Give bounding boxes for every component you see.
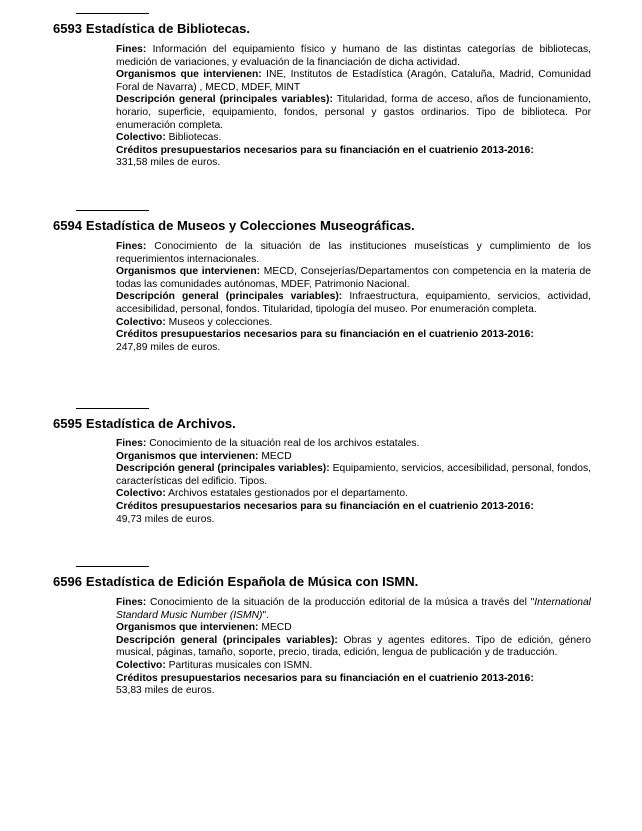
creditos-paragraph: [116, 329, 591, 342]
organismos-label: Organismos que intervienen:: [116, 622, 259, 634]
descripcion-paragraph: [116, 463, 591, 488]
colectivo-label: Colectivo:: [116, 488, 166, 500]
creditos-label: Créditos presupuestarios necesarios para su financiación en el cuatrienio 2013-2016:: [116, 329, 534, 341]
fines-paragraph: [116, 241, 591, 266]
colectivo-text: Museos y colecciones.: [168, 316, 273, 328]
section-divider: [76, 566, 149, 567]
organismos-text: MECD: [261, 622, 292, 634]
descripcion-paragraph: [116, 94, 591, 132]
organismos-label: Organismos que intervienen:: [116, 450, 259, 462]
descripcion-label: Descripción general (principales variables):: [116, 634, 338, 646]
descripcion-text: Obras y agentes editores. Tipo de edición, género musical, páginas, tamaño, soporte, precio, tirada, edición, lengua de publicación y de traducción.: [116, 634, 591, 659]
creditos-value: 331,58 miles de euros.: [116, 157, 221, 169]
colectivo-paragraph: [116, 317, 591, 330]
entry-code: 6594: [53, 218, 82, 233]
colectivo-paragraph: [116, 660, 591, 673]
section-divider: [76, 13, 149, 14]
colectivo-text: Bibliotecas.: [168, 132, 222, 144]
entry-code: 6595: [53, 416, 82, 431]
descripcion-text: Infraestructura, equipamiento, servicios, actividad, accesibilidad, personal, fondos. Titularidad, tipología del museo. Por enumeración completa.: [116, 291, 591, 315]
creditos-paragraph: [116, 501, 591, 514]
colectivo-label: Colectivo:: [116, 316, 166, 328]
fines-text-pre: Conocimiento de la situación de la producción editorial de la música a través del ": [150, 597, 535, 608]
creditos-paragraph: [116, 673, 591, 686]
organismos-text: MECD: [261, 450, 292, 462]
entry-heading: [53, 218, 613, 234]
descripcion-paragraph: [116, 291, 591, 316]
creditos-value: 247,89 miles de euros.: [116, 341, 221, 353]
creditos-label: Créditos presupuestarios necesarios para su financiación en el cuatrienio 2013-2016:: [116, 144, 534, 156]
creditos-value: 49,73 miles de euros.: [116, 513, 215, 525]
section-divider: [76, 210, 149, 211]
creditos-label: Créditos presupuestarios necesarios para su financiación en el cuatrienio 2013-2016:: [116, 672, 534, 684]
colectivo-paragraph: [116, 488, 591, 501]
colectivo-text: Partituras musicales con ISMN.: [168, 659, 313, 671]
descripcion-text: Titularidad, forma de acceso, años de funcionamiento, horario, superficie, equipamiento, fondos, personal y gastos ordinarios. Tipo de biblioteca. Por enumeración completa.: [116, 94, 591, 131]
fines-paragraph: [116, 438, 591, 451]
entry-title: Estadística de Museos y Colecciones Museográficas.: [85, 218, 415, 233]
descripcion-label: Descripción general (principales variables):: [116, 94, 333, 106]
entry-title: Estadística de Edición Española de Música con ISMN.: [85, 574, 419, 589]
organismos-paragraph: [116, 69, 591, 94]
organismos-text: INE, Institutos de Estadística (Aragón, Cataluña, Madrid, Comunidad Foral de Navarra) , MECD, MDEF, MINT: [116, 69, 591, 93]
creditos-value: 53,83 miles de euros.: [116, 685, 215, 697]
fines-text-post: ".: [262, 609, 270, 621]
colectivo-paragraph: [116, 132, 591, 145]
colectivo-label: Colectivo:: [116, 659, 166, 671]
fines-text: Conocimiento de la situación de las instituciones museísticas y cumplimiento de los requerimientos internacionales.: [116, 241, 591, 265]
section-divider: [76, 408, 149, 409]
fines-label: Fines:: [116, 241, 147, 252]
fines-paragraph: [116, 44, 591, 69]
descripcion-paragraph: [116, 635, 591, 660]
entry-body: [116, 241, 591, 354]
colectivo-text: Archivos estatales gestionados por el departamento.: [168, 488, 408, 500]
entry-body: [116, 597, 591, 698]
organismos-label: Organismos que intervienen:: [116, 69, 262, 81]
descripcion-text: Equipamiento, servicios, accesibilidad, personal, fondos, características del edificio. Tipos.: [116, 463, 591, 487]
creditos-paragraph: [116, 145, 591, 158]
entry-code: 6593: [53, 21, 82, 36]
entry-body: [116, 44, 591, 170]
descripcion-label: Descripción general (principales variables):: [116, 463, 330, 475]
colectivo-label: Colectivo:: [116, 132, 166, 144]
entry-code: 6596: [53, 574, 82, 589]
fines-label: Fines:: [116, 597, 147, 608]
entry-heading: [53, 574, 613, 590]
entry-title: Estadística de Archivos.: [85, 416, 236, 431]
organismos-paragraph: [116, 266, 591, 291]
fines-paragraph: [116, 597, 591, 622]
organismos-paragraph: [116, 622, 591, 635]
organismos-text: MECD, Consejerías/Departamentos con competencia en la materia de todas las comunidades autónomas, MDEF, Patrimonio Nacional.: [116, 266, 591, 290]
fines-text: Información del equipamiento físico y humano de las distintas categorías de bibliotecas, medición de variaciones, y evaluación de la financiación de dicha actividad.: [116, 44, 591, 68]
organismos-paragraph: [116, 451, 591, 464]
organismos-label: Organismos que intervienen:: [116, 266, 261, 278]
entry-heading: [53, 416, 613, 432]
fines-label: Fines:: [116, 438, 147, 449]
descripcion-label: Descripción general (principales variables):: [116, 291, 343, 303]
entry-title: Estadística de Bibliotecas.: [85, 21, 250, 36]
creditos-label: Créditos presupuestarios necesarios para su financiación en el cuatrienio 2013-2016:: [116, 500, 534, 512]
entry-body: [116, 438, 591, 526]
entry-heading: [53, 21, 613, 37]
fines-text: Conocimiento de la situación real de los archivos estatales.: [149, 438, 420, 449]
fines-label: Fines:: [116, 44, 147, 55]
fines-text-italic: International Standard Music Number (ISMN): [116, 597, 591, 621]
